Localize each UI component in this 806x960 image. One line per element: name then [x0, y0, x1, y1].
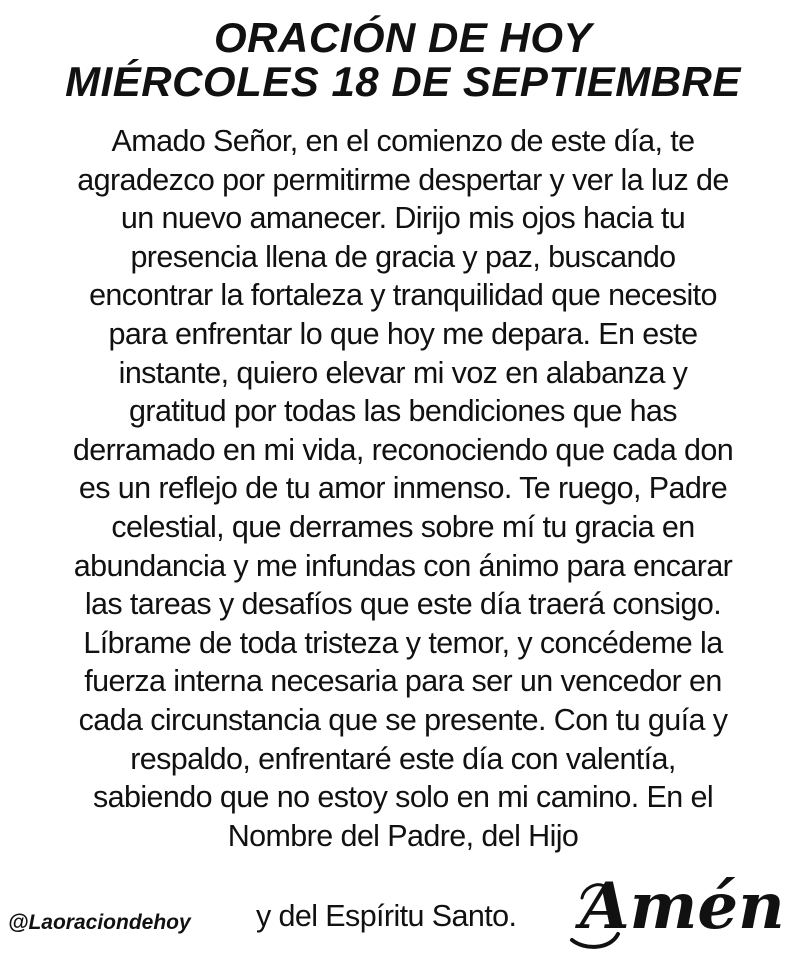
prayer-text: [0, 122, 806, 855]
prayer-line: un nuevo amanecer. Dirijo mis ojos hacia tu: [120, 201, 686, 236]
prayer-line: instante, quiero elevar mi voz en alabanza y: [118, 355, 688, 390]
prayer-line: abundancia y me infundas con ánimo para encarar: [73, 548, 733, 583]
prayer-line: Nombre del Padre, del Hijo: [227, 818, 579, 853]
amen-signature: [566, 858, 802, 954]
prayer-line: celestial, que derrames sobre mí tu gracia en: [111, 509, 695, 544]
prayer-line: gratitud por todas las bendiciones que has: [129, 394, 677, 429]
social-handle: @Laoraciondehoy: [8, 911, 191, 934]
prayer-line: presencia llena de gracia y paz, buscando: [130, 239, 676, 274]
prayer-line: cada circunstancia que se presente. Con tu guía y: [78, 702, 728, 737]
prayer-line: Líbrame de toda tristeza y temor, y concédeme la: [83, 625, 723, 660]
prayer-line: Amado Señor, en el comienzo de este día, te: [111, 124, 695, 158]
page-title: ORACIÓN DE HOY: [213, 14, 593, 61]
prayer-line: agradezco por permitirme despertar y ver la luz de: [77, 162, 729, 197]
prayer-line: sabiendo que no estoy solo en mi camino. En el: [92, 780, 714, 815]
prayer-line: fuerza interna necesaria para ser un vencedor en: [84, 664, 722, 699]
prayer-last-line: y del Espíritu Santo.: [256, 899, 517, 933]
prayer-line: encontrar la fortaleza y tranquilidad que necesito: [89, 278, 717, 313]
prayer-line: las tareas y desafíos que este día traerá consigo.: [84, 587, 722, 622]
prayer-line: para enfrentar lo que hoy me depara. En este: [108, 316, 698, 351]
prayer-line: es un reflejo de tu amor inmenso. Te ruego, Padre: [78, 471, 728, 506]
prayer-line: respaldo, enfrentaré este día con valentía,: [130, 741, 676, 776]
amen-text: Amén: [580, 869, 785, 944]
page-date: MIÉRCOLES 18 DE SEPTIEMBRE: [65, 58, 741, 105]
prayer-line: derramado en mi vida, reconociendo que cada don: [72, 432, 734, 467]
